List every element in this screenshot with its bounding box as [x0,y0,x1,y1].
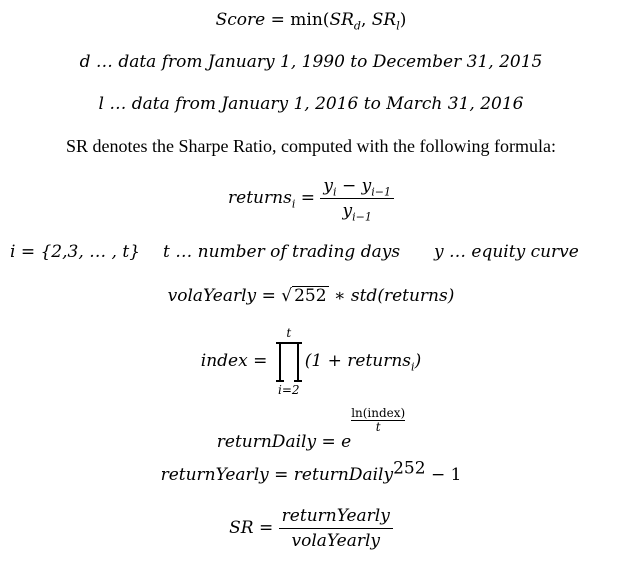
min-function: min [290,10,323,30]
return-daily-lhs: returnDaily [216,432,317,452]
returns-numerator: $y_i - y_{i-1}$ [323,176,391,199]
return-daily-formula: returnDaily = e ln(index) t [216,406,406,452]
product-symbol-icon [275,342,303,382]
exponent-denominator: t [351,420,405,434]
intro-text: SR denotes the Sharpe Ratio, computed with the following formula: [66,136,556,156]
sqrt-argument: 252 [294,286,327,306]
vola-lhs: volaYearly [167,286,257,306]
sqrt-symbol: √ [281,286,293,306]
sr-d: $SR_d$ [329,10,361,33]
y-definition: y … equity curve [434,242,579,262]
exponent-fraction [351,407,405,434]
minus-one: − 1 [430,465,462,485]
exponent-numerator: ln(index) [351,406,406,420]
t-definition: t … number of trading days [163,242,401,262]
index-term: (1 + returns$_i$) [304,351,422,374]
return-yearly-rhs: returnDaily [293,465,394,485]
returns-fraction [320,176,394,224]
euler-base: e [341,432,352,452]
index-formula: index = t i=2(1 + returns$_i$) [200,325,422,397]
variable-definitions [0,242,622,262]
i-range: i = {2,3, … , t} [10,242,141,262]
return-yearly-lhs: returnYearly [160,465,269,485]
definition-l: l … data from January 1, 2016 to March 31, 2016 [98,94,524,114]
returns-formula: returns$_i$ = $\frac{y_i - y_{i-1}}{y_{i-1}}$ [0,173,622,223]
vola-rhs: ∗ std(returns) [333,286,455,306]
product-operator [275,327,303,397]
return-yearly-formula: returnYearly = returnDaily$^{252}$ − 1 [160,458,462,485]
sr-fraction [279,506,393,551]
definition-d: d … data from January 1, 1990 to December 31, 2015 [79,52,543,72]
product-lower-limit: i=2 [278,382,300,397]
score-label: Score [215,10,266,30]
sr-lhs: SR [229,518,254,538]
sr-denominator: volaYearly [279,528,393,551]
index-lhs: index [200,351,248,371]
returns-denominator: $y_{i-1}$ [320,198,394,221]
sr-l: $SR_l$ [371,10,400,33]
returns-lhs: returns$_i$ [228,188,296,211]
sr-numerator: returnYearly [281,506,390,526]
power-252: 252 [393,458,426,479]
score-formula: Score = $\min(SR_d$, $SR_l$) [215,10,407,33]
vola-formula: volaYearly = √ 252 ∗ std(returns) [167,286,455,306]
product-upper-limit: t [286,325,292,340]
sr-formula: SR = $\frac{\text{returnYearly}}{\text{volaYearly}}$ [0,503,622,553]
